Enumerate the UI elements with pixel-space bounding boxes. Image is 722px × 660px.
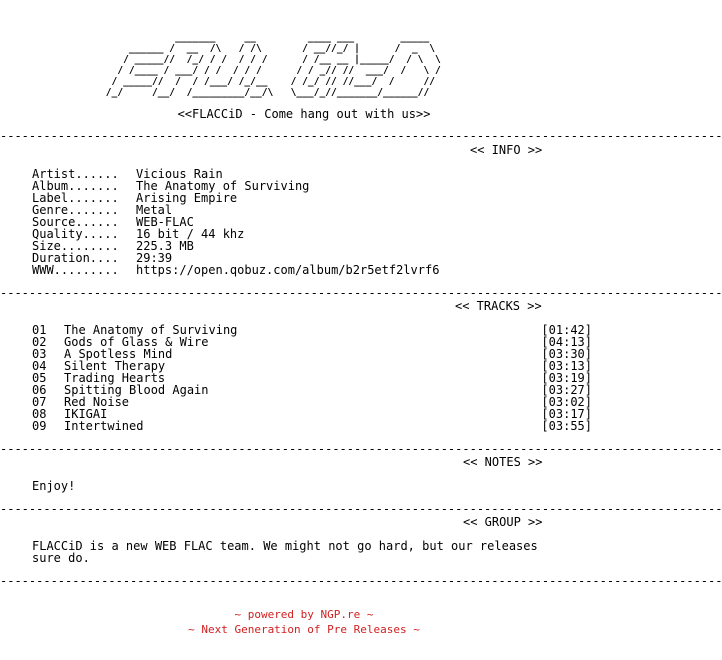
- footer-tagline: ~ Next Generation of Pre Releases ~: [188, 623, 420, 636]
- info-key: Duration....: [32, 251, 119, 265]
- album-link: https://open.qobuz.com/album/b2r5etf2lvrf6: [136, 263, 440, 277]
- track-number: 04: [32, 359, 47, 373]
- track-number: 01: [32, 323, 47, 337]
- track-number: 03: [32, 347, 47, 361]
- divider: ----------------------------------------------------------------------------------------------------: [0, 442, 722, 456]
- track-number: 06: [32, 383, 47, 397]
- track-duration: [03:17]: [541, 407, 592, 421]
- divider: ----------------------------------------------------------------------------------------------------: [0, 286, 722, 300]
- track-number: 09: [32, 419, 47, 433]
- track-title: The Anatomy of Surviving: [64, 323, 238, 337]
- track-number: 07: [32, 395, 47, 409]
- track-duration: [04:13]: [541, 335, 592, 349]
- info-key: Album.......: [32, 179, 119, 193]
- notes-text: Enjoy!: [32, 479, 76, 493]
- info-value: 225.3 MB: [136, 239, 194, 253]
- divider: ----------------------------------------------------------------------------------------------------: [0, 129, 722, 143]
- track-title: Spitting Blood Again: [64, 383, 209, 397]
- info-value: Arising Empire: [136, 191, 238, 205]
- track-row: [32, 420, 592, 432]
- info-key: Label.......: [32, 191, 119, 205]
- divider: ----------------------------------------------------------------------------------------------------: [0, 574, 722, 588]
- tracks-heading: << TRACKS >>: [455, 299, 542, 313]
- track-title: A Spotless Mind: [64, 347, 173, 361]
- track-duration: [03:30]: [541, 347, 592, 361]
- info-row-www: [32, 264, 439, 276]
- ascii-logo: _______ __ ____ ___ _____ ______ / __ /\ / /\ / __//_/ | / _ \ / _____// /_/ / / / / / / /__ __ |_____/ / \ \ / /____ / ___/ / / / / / / / _// // ___/ / \ / / _____// / / /___/ /_/__ / /_/ // //___/ / // /_/ /__/ /_________/__/\ \___/_//_______/______//: [105, 32, 441, 98]
- track-number: 02: [32, 335, 47, 349]
- track-duration: [03:02]: [541, 395, 592, 409]
- info-key: Quality.....: [32, 227, 119, 241]
- group-heading: << GROUP >>: [463, 515, 543, 529]
- group-text-line: FLACCiD is a new WEB FLAC team. We might not go hard, but our releases: [32, 539, 538, 553]
- info-key: Genre.......: [32, 203, 119, 217]
- info-value: Metal: [136, 203, 173, 217]
- info-value: The Anatomy of Surviving: [136, 179, 310, 193]
- info-heading: << INFO >>: [470, 143, 543, 157]
- footer-powered-by: ~ powered by NGP.re ~: [234, 608, 374, 621]
- info-key: WWW.........: [32, 263, 119, 277]
- notes-heading: << NOTES >>: [463, 455, 543, 469]
- track-duration: [03:19]: [541, 371, 592, 385]
- info-value: Vicious Rain: [136, 167, 223, 181]
- track-number: 08: [32, 407, 47, 421]
- info-key: Source......: [32, 215, 119, 229]
- info-key: Size........: [32, 239, 119, 253]
- group-text-line: sure do.: [32, 551, 90, 565]
- track-row: [32, 396, 592, 408]
- track-number: 05: [32, 371, 47, 385]
- track-title: Intertwined: [64, 419, 144, 433]
- info-value: 16 bit / 44 khz: [136, 227, 245, 241]
- track-title: Gods of Glass & Wire: [64, 335, 209, 349]
- track-title: Red Noise: [64, 395, 130, 409]
- track-title: Silent Therapy: [64, 359, 166, 373]
- track-title: IKIGAI: [64, 407, 108, 421]
- info-key: Artist......: [32, 167, 119, 181]
- track-duration: [03:13]: [541, 359, 592, 373]
- track-duration: [03:55]: [541, 419, 592, 433]
- track-title: Trading Hearts: [64, 371, 166, 385]
- divider: ----------------------------------------------------------------------------------------------------: [0, 502, 722, 516]
- info-value: 29:39: [136, 251, 173, 265]
- track-duration: [03:27]: [541, 383, 592, 397]
- info-value: WEB-FLAC: [136, 215, 194, 229]
- track-duration: [01:42]: [541, 323, 592, 337]
- tagline: <<FLACCiD - Come hang out with us>>: [177, 107, 431, 121]
